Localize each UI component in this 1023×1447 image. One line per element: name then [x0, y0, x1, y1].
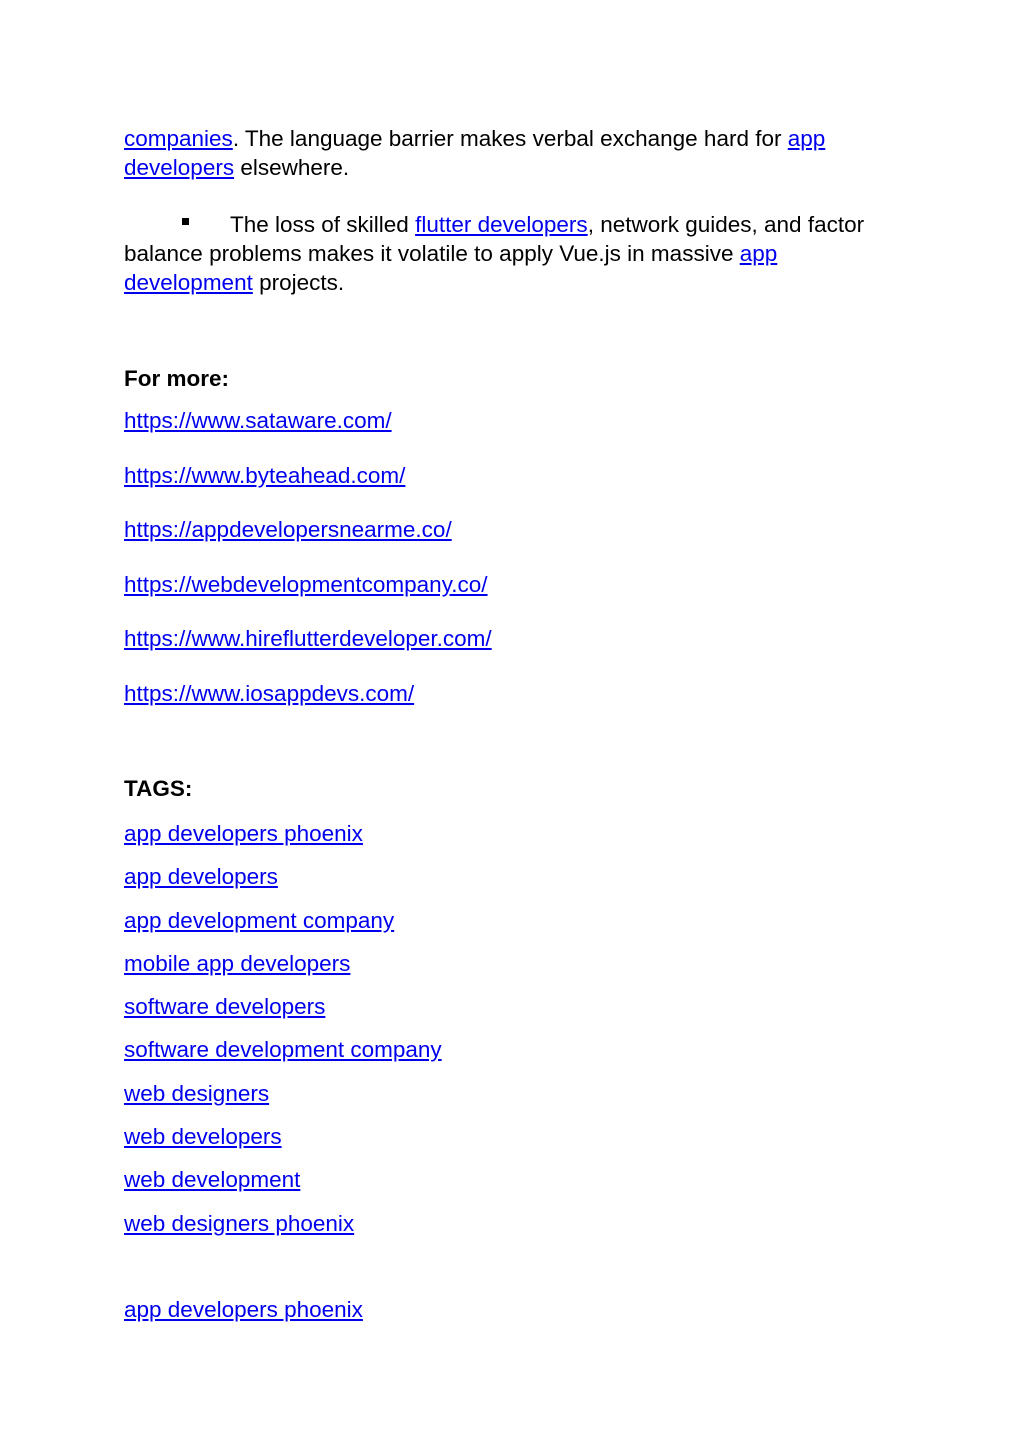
list-item — [124, 1165, 442, 1208]
list-item — [124, 461, 492, 516]
tag-link[interactable]: software development company — [124, 1037, 442, 1063]
link-sataware[interactable]: https://www.sataware.com/ — [124, 408, 392, 433]
paragraph-language-barrier — [124, 124, 904, 182]
tag-link[interactable]: app developers phoenix — [124, 821, 363, 846]
list-item — [124, 1209, 442, 1252]
list-item — [124, 570, 492, 625]
paragraph-loss-of-skilled — [124, 210, 904, 297]
list-item — [124, 1035, 442, 1078]
list-item — [124, 949, 442, 992]
link-app-development[interactable]: app development — [124, 241, 778, 295]
list-item — [124, 624, 492, 679]
tag-link[interactable]: web development — [124, 1167, 301, 1193]
link-byteahead[interactable]: https://www.byteahead.com/ — [124, 462, 406, 488]
list-item — [124, 1079, 442, 1122]
paragraph1-text-2: elsewhere. — [234, 155, 350, 180]
link-webdevelopmentcompany[interactable]: https://webdevelopmentcompany.co/ — [124, 571, 488, 597]
list-item — [124, 862, 442, 905]
tags-link-list — [124, 819, 442, 1252]
paragraph2-text-1: The loss of skilled — [230, 212, 416, 237]
for-more-link-list — [124, 406, 492, 733]
list-item — [124, 819, 442, 862]
list-item — [124, 906, 442, 949]
link-appdevelopersnearme[interactable]: https://appdevelopersnearme.co/ — [124, 517, 452, 542]
list-item — [124, 679, 492, 734]
paragraph2-text-2: , network guides, and factor balance problems makes it volatile to apply Vue.js in massive — [124, 212, 865, 266]
for-more-heading: For more: — [124, 366, 230, 391]
list-item — [124, 515, 492, 570]
list-item — [124, 992, 442, 1035]
link-hireflutterdeveloper[interactable]: https://www.hireflutterdeveloper.com/ — [124, 626, 492, 651]
tag-link[interactable]: web designers phoenix — [124, 1210, 355, 1236]
tag-link[interactable]: app developers — [124, 864, 278, 890]
tag-link[interactable]: mobile app developers — [124, 950, 351, 976]
paragraph2-text-3: projects. — [252, 270, 345, 295]
bullet-marker — [124, 210, 230, 239]
paragraph1-text-1: . The language barrier makes verbal exchange hard for — [232, 126, 788, 151]
tag-link[interactable]: app development company — [124, 907, 395, 933]
list-item — [124, 406, 492, 461]
link-app-developers[interactable]: app developers — [124, 126, 826, 180]
link-flutter-developers[interactable]: flutter developers — [415, 212, 588, 237]
tag-link[interactable]: web developers — [124, 1124, 282, 1150]
link-iosappdevs[interactable]: https://www.iosappdevs.com/ — [124, 680, 415, 706]
final-link-app-developers-phoenix[interactable]: app developers phoenix — [124, 1297, 363, 1322]
tag-link[interactable]: software developers — [124, 994, 326, 1020]
tag-link[interactable]: web designers — [124, 1080, 270, 1106]
link-companies[interactable]: companies — [124, 126, 233, 151]
list-item — [124, 1122, 442, 1165]
tags-heading: TAGS: — [124, 776, 193, 801]
square-bullet-icon — [182, 218, 189, 225]
final-link-block — [124, 1295, 363, 1324]
